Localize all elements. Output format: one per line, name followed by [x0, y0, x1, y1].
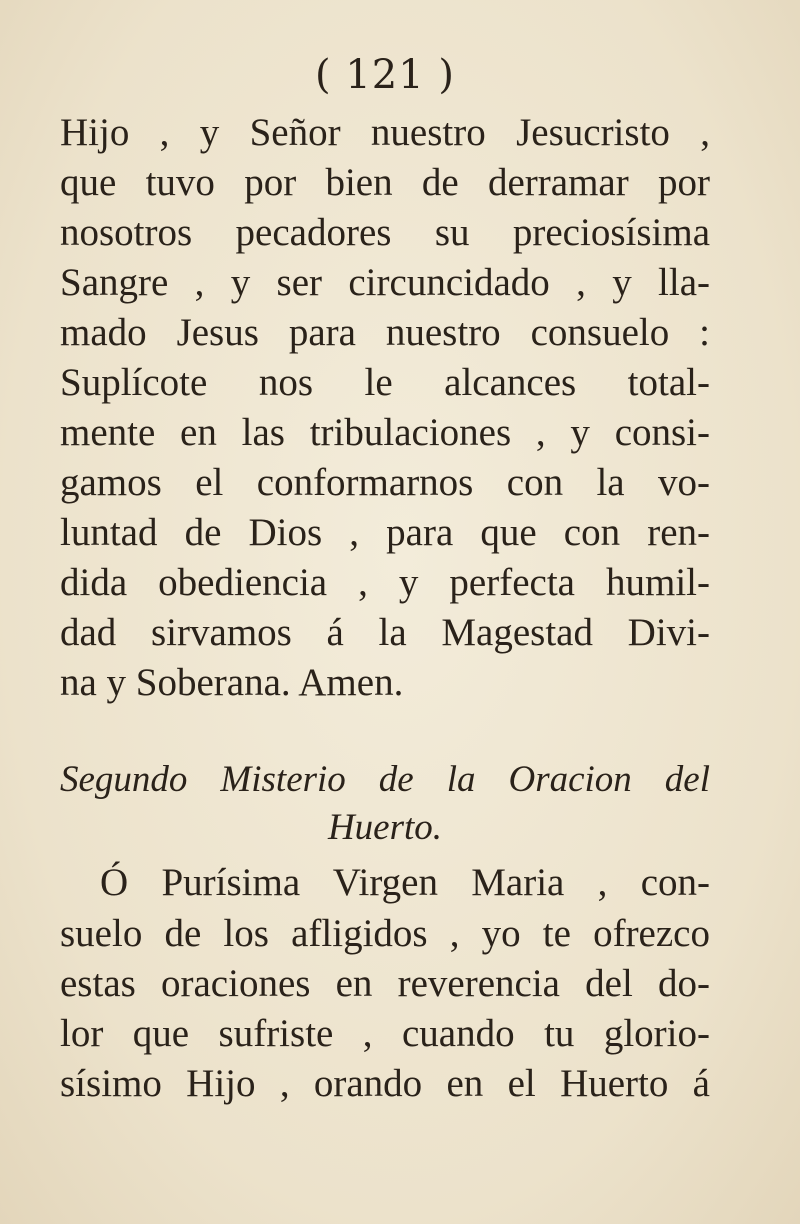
- text-line: mado Jesus para nuestro consuelo :: [60, 311, 710, 354]
- text-line: suelo de los afligidos , yo te ofrezco: [60, 912, 710, 955]
- text-line: dida obediencia , y perfecta humil-: [60, 561, 710, 604]
- text-line: gamos el conformarnos con la vo-: [60, 461, 710, 504]
- text-line: luntad de Dios , para que con ren-: [60, 511, 710, 554]
- text-line: Ó Purísima Virgen Maria , con-: [100, 861, 710, 904]
- text-line: nosotros pecadores su preciosísima: [60, 211, 710, 254]
- text-line: Sangre , y ser circuncidado , y lla-: [60, 261, 710, 304]
- text-line: sísimo Hijo , orando en el Huerto á: [60, 1062, 710, 1105]
- page-number: ( 121 ): [315, 52, 455, 98]
- text-line: dad sirvamos á la Magestad Divi-: [60, 611, 710, 654]
- text-line: que tuvo por bien de derramar por: [60, 161, 710, 204]
- heading-line: Huerto.: [327, 807, 443, 848]
- text-line: na y Soberana. Amen.: [60, 661, 404, 704]
- text-line: mente en las tribulaciones , y consi-: [60, 411, 710, 454]
- text-line: Hijo , y Señor nuestro Jesucristo ,: [60, 111, 710, 154]
- heading-line: Segundo Misterio de la Oracion del: [60, 759, 710, 800]
- text-line: lor que sufriste , cuando tu glorio-: [60, 1012, 710, 1055]
- text-line: Suplícote nos le alcances total-: [60, 361, 710, 404]
- text-line: estas oraciones en reverencia del do-: [60, 962, 710, 1005]
